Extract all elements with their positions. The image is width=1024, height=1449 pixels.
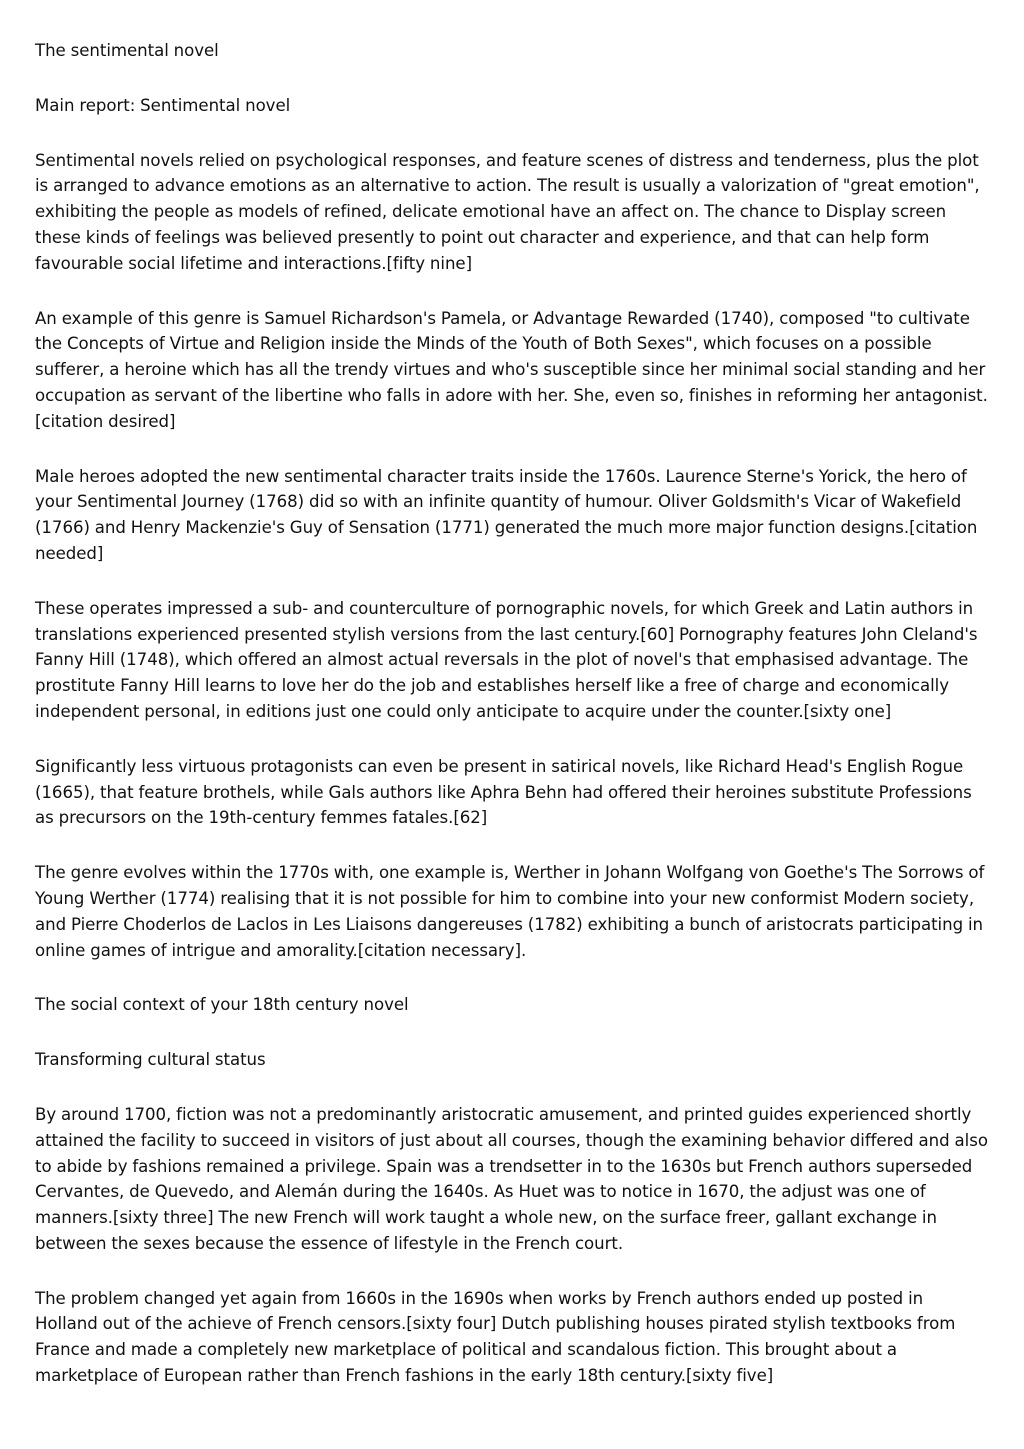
body-paragraph: The genre evolves within the 1770s with, one example is, Werther in Johann Wolfgang von Goethe's The Sorrows of Young Werther (1774) realising that it is not possible for him to combine into your new conformist Modern society, and Pierre Choderlos de Laclos in Les Liaisons dangereuses (1782) exhibiting a bunch of aristocrats participating in online games of intrigue and amorality.[citation necessary]. xyxy=(35,863,985,960)
section-heading-social-context: The social context of your 18th century novel xyxy=(35,995,409,1015)
body-paragraph: The problem changed yet again from 1660s in the 1690s when works by French authors ended up posted in Holland out of the achieve of French censors.[sixty four] Dutch publishing houses pirated stylish textbooks from France and made a completely new marketplace of political and scandalous fiction. This brought about a marketplace of European rather than French fashions in the early 18th century.[sixty five] xyxy=(35,1288,956,1386)
body-paragraph: An example of this genre is Samuel Richardson's Pamela, or Advantage Rewarded (1740), composed "to cultivate the Concepts of Virtue and Religion inside the Minds of the Youth of Both Sexes", which focuses on a possible sufferer, a heroine which has all the trendy virtues and who's susceptible since her minimal social standing and her occupation as servant of the libertine who falls in adore with her. She, even so, finishes in reforming her antagonist.[citation desired] xyxy=(35,308,988,431)
body-paragraph: Male heroes adopted the new sentimental character traits inside the 1760s. Laurence Sterne's Yorick, the hero of your Sentimental Journey (1768) did so with an infinite quantity of humour. Oliver Goldsmith's Vicar of Wakefield (1766) and Henry Mackenzie's Guy of Sensation (1771) generated the much more major function designs.[citation needed] xyxy=(35,466,978,563)
section-heading-sentimental-novel: The sentimental novel xyxy=(35,41,219,60)
body-paragraph: Significantly less virtuous protagonists can even be present in satirical novels, like Richard Head's English Rogue (1665), that feature brothels, while Gals authors like Aphra Behn had offered their heroines substitute Professions as precursors on the 19th-century femmes fatales.[62] xyxy=(35,756,972,828)
body-paragraph: These operates impressed a sub- and counterculture of pornographic novels, for which Greek and Latin authors in translations experienced presented stylish versions from the last century.[60] Pornography features John Cleland's Fanny Hill (1748), which offered an almost actual reversals in the plot of novel's that emphasised advantage. The prostitute Fanny Hill learns to love her do the job and establishes herself like a free of charge and economically independent personal, in editions just one could only anticipate to acquire under the counter.[sixty one] xyxy=(35,598,978,721)
body-paragraph: By around 1700, fiction was not a predominantly aristocratic amusement, and printed guides experienced shortly attained the facility to succeed in visitors of just about all courses, though the examining behavior differed and also to abide by fashions remained a privilege. Spain was a trendsetter in to the 1630s but French authors superseded Cervantes, de Quevedo, and Alemán during the 1640s. As Huet was to notice in 1670, the adjust was one of manners.[sixty three] The new French will work taught a whole new, on the surface freer, gallant exchange in between the sexes because the essence of lifestyle in the French court. xyxy=(35,1104,988,1253)
body-paragraph: Sentimental novels relied on psychological responses, and feature scenes of distress and tenderness, plus the plot is arranged to advance emotions as an alternative to action. The result is usually a valorization of "great emotion", exhibiting the people as models of refined, delicate emotional have an affect on. The chance to Display screen these kinds of feelings was believed presently to point out character and experience, and that can help form favourable social lifetime and interactions.[fifty nine] xyxy=(35,150,980,273)
main-article-note: Main report: Sentimental novel xyxy=(35,95,291,115)
subsection-heading-cultural-status: Transforming cultural status xyxy=(35,1050,266,1070)
